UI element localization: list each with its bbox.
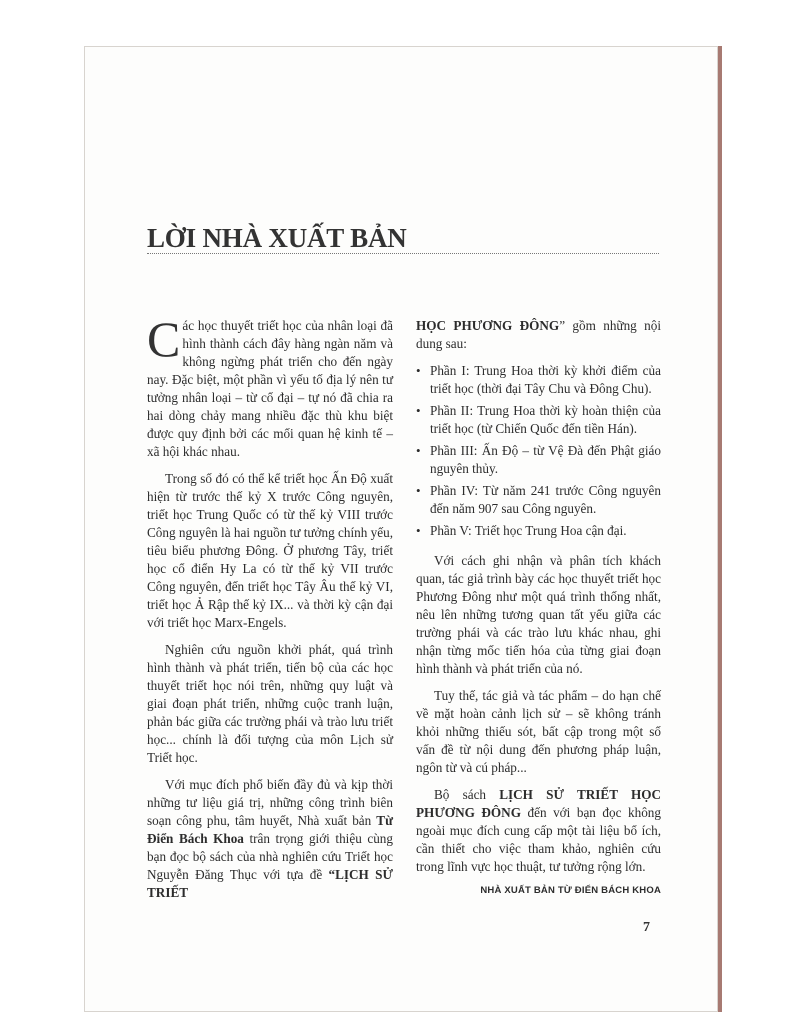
paragraph-text: trân trọng giới thiệu cùng bạn đọc bộ sách của nhà nghiên cứu Triết học Nguyễn Đăng Thục với tựa đề	[147, 831, 393, 882]
book-title: HỌC PHƯƠNG ĐÔNG	[416, 318, 560, 333]
paragraph	[416, 317, 661, 353]
list-item: • Phần IV: Từ năm 241 trước Công nguyên đến năm 907 sau Công nguyên.	[416, 482, 661, 518]
paragraph-text: Bộ sách	[434, 787, 500, 802]
publisher-signature: NHÀ XUẤT BẢN TỪ ĐIỂN BÁCH KHOA	[480, 885, 661, 896]
paragraph	[416, 786, 661, 876]
paragraph-text: Với mục đích phổ biến đầy đủ và kịp thời những tư liệu giá trị, những công trình biên soạn công phu, tâm huyết, Nhà xuất bản	[147, 777, 393, 828]
book-title: “LỊCH SỬ TRIẾT	[147, 867, 393, 900]
paragraph: Trong số đó có thể kể triết học Ấn Độ xuất hiện từ trước thế kỷ X trước Công nguyên, triết học Trung Quốc có từ thế kỷ VIII trước Công nguyên là hai nguồn tư tưởng chính yếu, tiêu biểu phương Đông. Ở phương Tây, triết học cổ điển Hy La có từ thế kỷ VII trước Công nguyên, đến triết học Tây Âu thế kỷ VI, triết học Ả Rập thế kỷ IX... và thời kỳ cận đại với triết học Marx-Engels.	[147, 471, 393, 630]
left-column	[147, 311, 393, 911]
paragraph-text: đến với bạn đọc không ngoài mục đích cung cấp một tài liệu bổ ích, cần thiết cho việc tham khảo, nghiên cứu trong lĩnh vực học thuật, tư tưởng rộng lớn.	[416, 805, 661, 874]
page-number: 7	[643, 920, 650, 935]
book-title: LỊCH SỬ TRIẾT HỌC PHƯƠNG ĐÔNG	[416, 787, 661, 820]
paragraph: Với cách ghi nhận và phân tích khách quan, tác giả trình bày các học thuyết triết học Phương Đông như một quá trình thống nhất, nêu lên những tương quan tất yếu giữa các trường phái và các trào lưu khác nhau, ghi nhận từng mốc tiến hóa của từng giai đoạn hình thành và phát triển của nó.	[416, 553, 661, 676]
heading-divider	[147, 253, 659, 254]
right-column	[416, 317, 661, 900]
list-item: • Phần II: Trung Hoa thời kỳ hoàn thiện của triết học (từ Chiến Quốc đến tiền Hán).	[416, 402, 661, 438]
list-item: • Phần V: Triết học Trung Hoa cận đại.	[416, 522, 661, 540]
parts-list	[416, 362, 661, 540]
publisher-name: Từ Điển Bách Khoa	[147, 813, 393, 846]
list-item: • Phần I: Trung Hoa thời kỳ khởi điểm của triết học (thời đại Tây Chu và Đông Chu).	[416, 362, 661, 398]
book-page	[84, 46, 718, 1012]
paragraph-text: ” gồm những nội dung sau:	[416, 318, 661, 351]
paragraph-text: ác học thuyết triết học của nhân loại đã hình thành cách đây hàng ngàn năm và không ngừng phát triển cho đến ngày nay. Đặc biệt, một phần vì yếu tố địa lý nên tư tưởng nhân loại – từ cổ đại – tự nó đã chia ra hai dòng chảy mang nhiều đặc thù khu biệt được quy định bởi các mối quan hệ kinh tế – xã hội khác nhau.	[147, 318, 393, 459]
paragraph: Nghiên cứu nguồn khởi phát, quá trình hình thành và phát triển, tiến bộ của các học thuyết triết học nói trên, những quy luật và giai đoạn phát triển, những cuộc tranh luận, phản bác giữa các trường phái và trào lưu triết học... chính là đối tượng của môn Lịch sử Triết học.	[147, 642, 393, 765]
page-heading: LỜI NHÀ XUẤT BẢN	[147, 223, 407, 253]
paragraph	[147, 776, 393, 902]
paragraph: Tuy thế, tác giả và tác phẩm – do hạn chế về mặt hoàn cảnh lịch sử – sẽ không tránh khỏi những thiếu sót, bất cập trong một số vấn đề từ nội dung đến phương pháp luận, ngôn từ và cú pháp...	[416, 688, 661, 775]
drop-cap: C	[147, 311, 181, 367]
list-item: • Phần III: Ấn Độ – từ Vệ Đà đến Phật giáo nguyên thủy.	[416, 442, 661, 478]
paragraph	[147, 311, 393, 461]
